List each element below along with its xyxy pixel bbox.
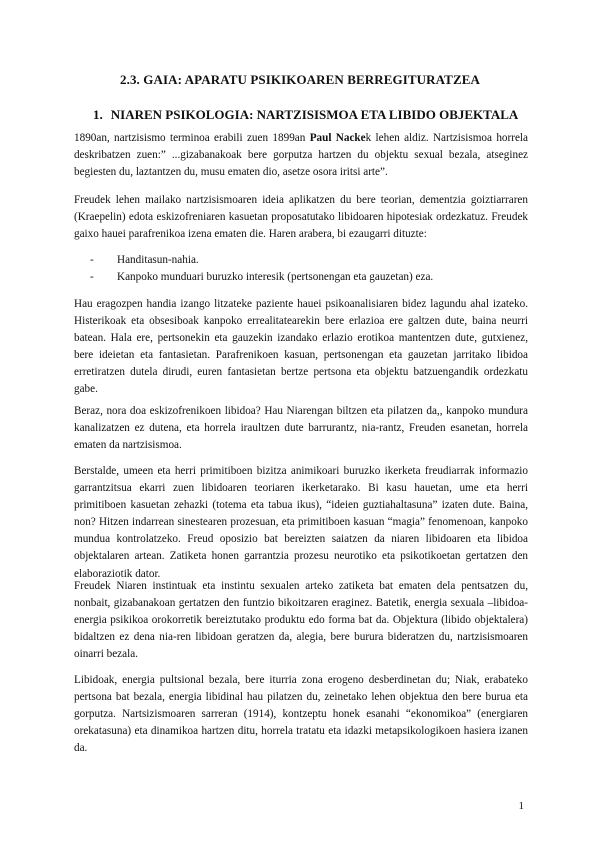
paragraph-6: Freudek Niaren instintuak eta instintu sexualen arteko zatiketa bat ematen dela pentsatzen du, nonbait, gizabanakoan gertatzen den funtzio bikoitzaren eraginez. Batetik, energia sexuala –libidoa- energia psikikoa orokorretik bereiztutako produktu edo forma bat da. Objektura (libido objektalera) bidaltzen ez dena nia-ren libidoan geratzen da, alegia, bere burura bideratzen du, nartzisismoaren oinarri bezala. xyxy=(74,580,528,661)
paragraph-1-before: 1890an, nartzisismo terminoa erabili zuen 1899an xyxy=(74,132,310,144)
section-heading xyxy=(93,107,518,123)
document-title: 2.3. GAIA: APARATU PSIKIKOAREN BERREGITURATZEA xyxy=(120,72,480,87)
paragraph-1 xyxy=(74,130,528,181)
paragraph-1-after: k lehen aldiz. Nartzisismoa horrela deskribatzen zuen:” ...gizabanakoak bere gorputza hartzen du objektu sexual bezala, atseginez begiesten du, laztantzen du, musu ematen dio, asetze osora iritsi arte”. xyxy=(74,132,528,179)
paragraph-4: Beraz, nora doa eskizofrenikoen libidoa? Hau Niarengan biltzen eta pilatzen da,, kanpoko mundura kanalizatzen ez dutena, eta horrela iraultzen dute barrurantz, nia-rantz, Freuden esanetan, horrela ematen da nartzisismoa. xyxy=(74,405,528,452)
paragraph-2: Freudek lehen mailako nartzisismoaren ideia aplikatzen du bere teorian, dementzia goiztiarraren (Kraepelin) edota eskizofreniaren kasuetan proposatutako libidoaren hipotesiak ordezkatuz. Freudek gaixo hauei parafrenikoa izena ematen die. Haren arabera, bi ezaugarri dituzte: xyxy=(74,194,528,241)
symptom-list xyxy=(90,252,520,286)
paragraph-3: Hau eragozpen handia izango litzateke paziente hauei psikoanalisiaren bidez lagundu ahal izateko. Histerikoak eta obsesiboak kanpoko errealitatearekin bere erlazioa ere galtzen dute, baina neurri batean. Hala ere, pertsonekin eta gauzekin izandako erlazio erotikoa mantentzen dute, gutxienez, bere ideietan eta fantasietan. Parafrenikoen kasuan, pertsonengan eta gauzetan jarritako libidoa erretiratzen dutela dirudi, euren fantasietan bertze pertsona eta objektu batzuengandik ordezkatu gabe. xyxy=(74,298,528,396)
section-number: 1. xyxy=(93,107,103,122)
list-dash: - xyxy=(90,271,94,284)
list-dash: - xyxy=(90,254,94,266)
paragraph-7: Libidoak, energia pultsional bezala, bere iturria zona erogeno desberdinetan du; Niak, erabateko pertsona bat bezala, energia libidinal hau pilatzen du, zeinetako lehen objektua den bere burua eta gorputza. Nartsizismoaren sarreran (1914), kontzeptu honek esanahi “ekonomikoa” (energiaren orekatasuna) eta dinamikoa hartzen ditu, horrela tratatu eta idazki metapsikologikoen hasiera izanen da. xyxy=(74,674,528,755)
page-number: 1 xyxy=(518,800,524,812)
author-name: Paul Nacke xyxy=(309,132,366,144)
list-item-text: Kanpoko munduari buruzko interesik (pertsonengan eta gauzetan) eza. xyxy=(117,271,434,284)
section-title: NIAREN PSIKOLOGIA: NARTZISISMOA ETA LIBIDO OBJEKTALA xyxy=(110,107,519,122)
list-item xyxy=(90,269,520,286)
paragraph-5: Berstalde, umeen eta herri primitiboen bizitza animikoari buruzko ikerketa freudiarrak informazio garrantzitsua ekarri zuen libidoaren teoriaren ikerketarako. Bi kasu hauetan, ume eta herri primitiboen kasuetan zehazki (totema eta tabua ikus), “ideien guztiahaltasuna” izaten dute. Baina, non? Hitzen indarrean sinestearen prozesuan, eta primitiboen kasuan “magia” fenomenoan, kanpoko mundua kontrolatzeko. Freud oposizio bat bereizten saiatzen da niaren libidoaren eta libidoa objektalaren artean. Zatiketa honen garrantzia prozesu neurotiko eta psikotikoetan gertatzen den elaboraziotik dator. xyxy=(74,465,528,580)
list-item-text: Handitasun-nahia. xyxy=(117,254,199,266)
list-item xyxy=(90,252,520,269)
